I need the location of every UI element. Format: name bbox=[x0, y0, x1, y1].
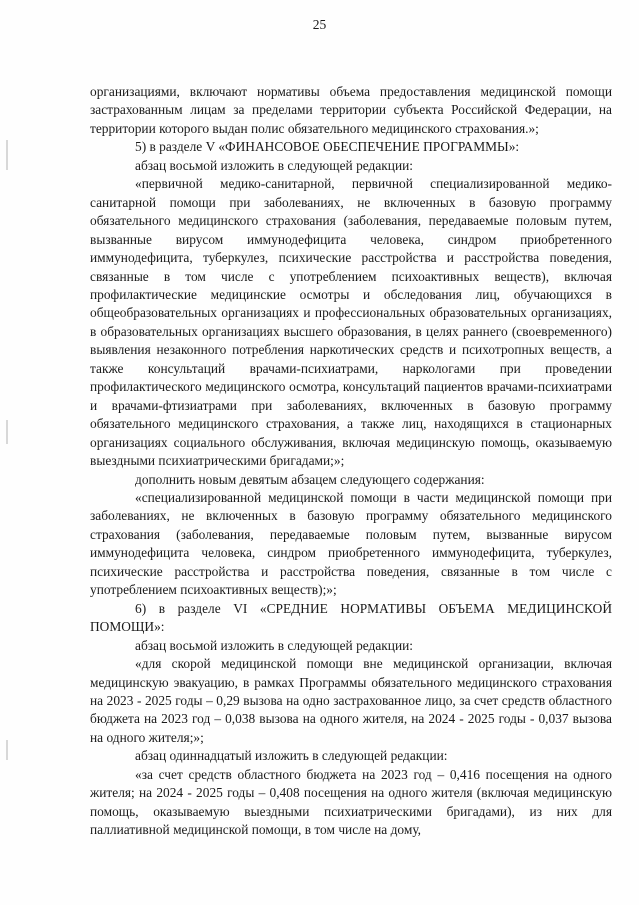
paragraph: абзац восьмой изложить в следующей редакции: bbox=[135, 637, 414, 653]
paragraph: абзац одиннадцатый изложить в следующей редакции: bbox=[135, 748, 448, 764]
paragraph: 5) в разделе V «ФИНАНСОВОЕ ОБЕСПЕЧЕНИЕ ПРОГРАММЫ»: bbox=[135, 139, 520, 155]
scan-edge-mark bbox=[6, 420, 8, 444]
paragraph: абзац восьмой изложить в следующей редакции: bbox=[135, 157, 414, 173]
paragraph: организациями, включают нормативы объема предоставления медицинской помощи застрахованным лицам за пределами территории субъекта Российской Федерации, на территории которого выдан полис обязательного медицинского страхования.»; bbox=[90, 84, 612, 136]
scan-edge-mark bbox=[6, 740, 8, 760]
paragraph: «специализированной медицинской помощи в части медицинской помощи при заболеваниях, не включенных в базовую программу обязательного медицинского страхования (заболевания, передаваемые половым путем, вызванные вирусом иммунодефицита человека, синдром приобретенного иммунодефицита, туберкулез, психические расстройства и расстройства поведения, связанные в том числе с употреблением психоактивных веществ);»; bbox=[90, 489, 612, 598]
paragraph: «первичной медико-санитарной, первичной специализированной медико-санитарной помощи при заболеваниях, не включенных в базовую программу обязательного медицинского страхования (заболевания, передаваемые половым путем, вызванные вирусом иммунодефицита человека, синдром приобретенного иммунодефицита, туберкулез, психические расстройства и расстройства поведения, связанные в том числе с употреблением психоактивных веществ), включая профилактические медицинские осмотры и обследования лиц, обучающихся в общеобразовательных организациях и профессиональных образовательных организациях, в образовательных организациях высшего образования, в целях раннего (своевременного) выявления незаконного потребления наркотических средств и психотропных веществ, а также консультаций врачами-психиатрами, наркологами при проведении профилактического медицинского осмотра, консультаций пациентов врачами-психиатрами и врачами-фтизиатрами при заболеваниях, включенных в базовую программу обязательного медицинского страхования, а также лиц, находящихся в стационарных организациях социального обслуживания, включая медицинскую помощь, оказываемую выездными психиатрическими бригадами;»; bbox=[90, 176, 612, 469]
paragraph: «за счет средств областного бюджета на 2023 год – 0,416 посещения на одного жителя; на 2024 - 2025 годы – 0,408 посещения на одного жителя (включая медицинскую помощь, оказываемую выездными психиатрическими бригадами), из них для паллиативной медицинской помощи, в том числе на дому, bbox=[90, 766, 612, 838]
paragraph: 6) в разделе VI «СРЕДНИЕ НОРМАТИВЫ ОБЪЕМА МЕДИЦИНСКОЙ ПОМОЩИ»: bbox=[90, 600, 612, 635]
paragraph: дополнить новым девятым абзацем следующего содержания: bbox=[135, 471, 485, 487]
scan-edge-mark bbox=[6, 140, 8, 170]
page-number: 25 bbox=[312, 17, 327, 32]
document-body bbox=[90, 83, 612, 840]
paragraph: «для скорой медицинской помощи вне медицинской организации, включая медицинскую эвакуацию, в рамках Программы обязательного медицинского страхования на 2023 - 2025 годы – 0,29 вызова на одно застрахованное лицо, за счет средств областного бюджета на 2023 год – 0,038 вызова на одного жителя, на 2024 - 2025 годы - 0,037 вызова на одного жителя;»; bbox=[90, 656, 612, 745]
